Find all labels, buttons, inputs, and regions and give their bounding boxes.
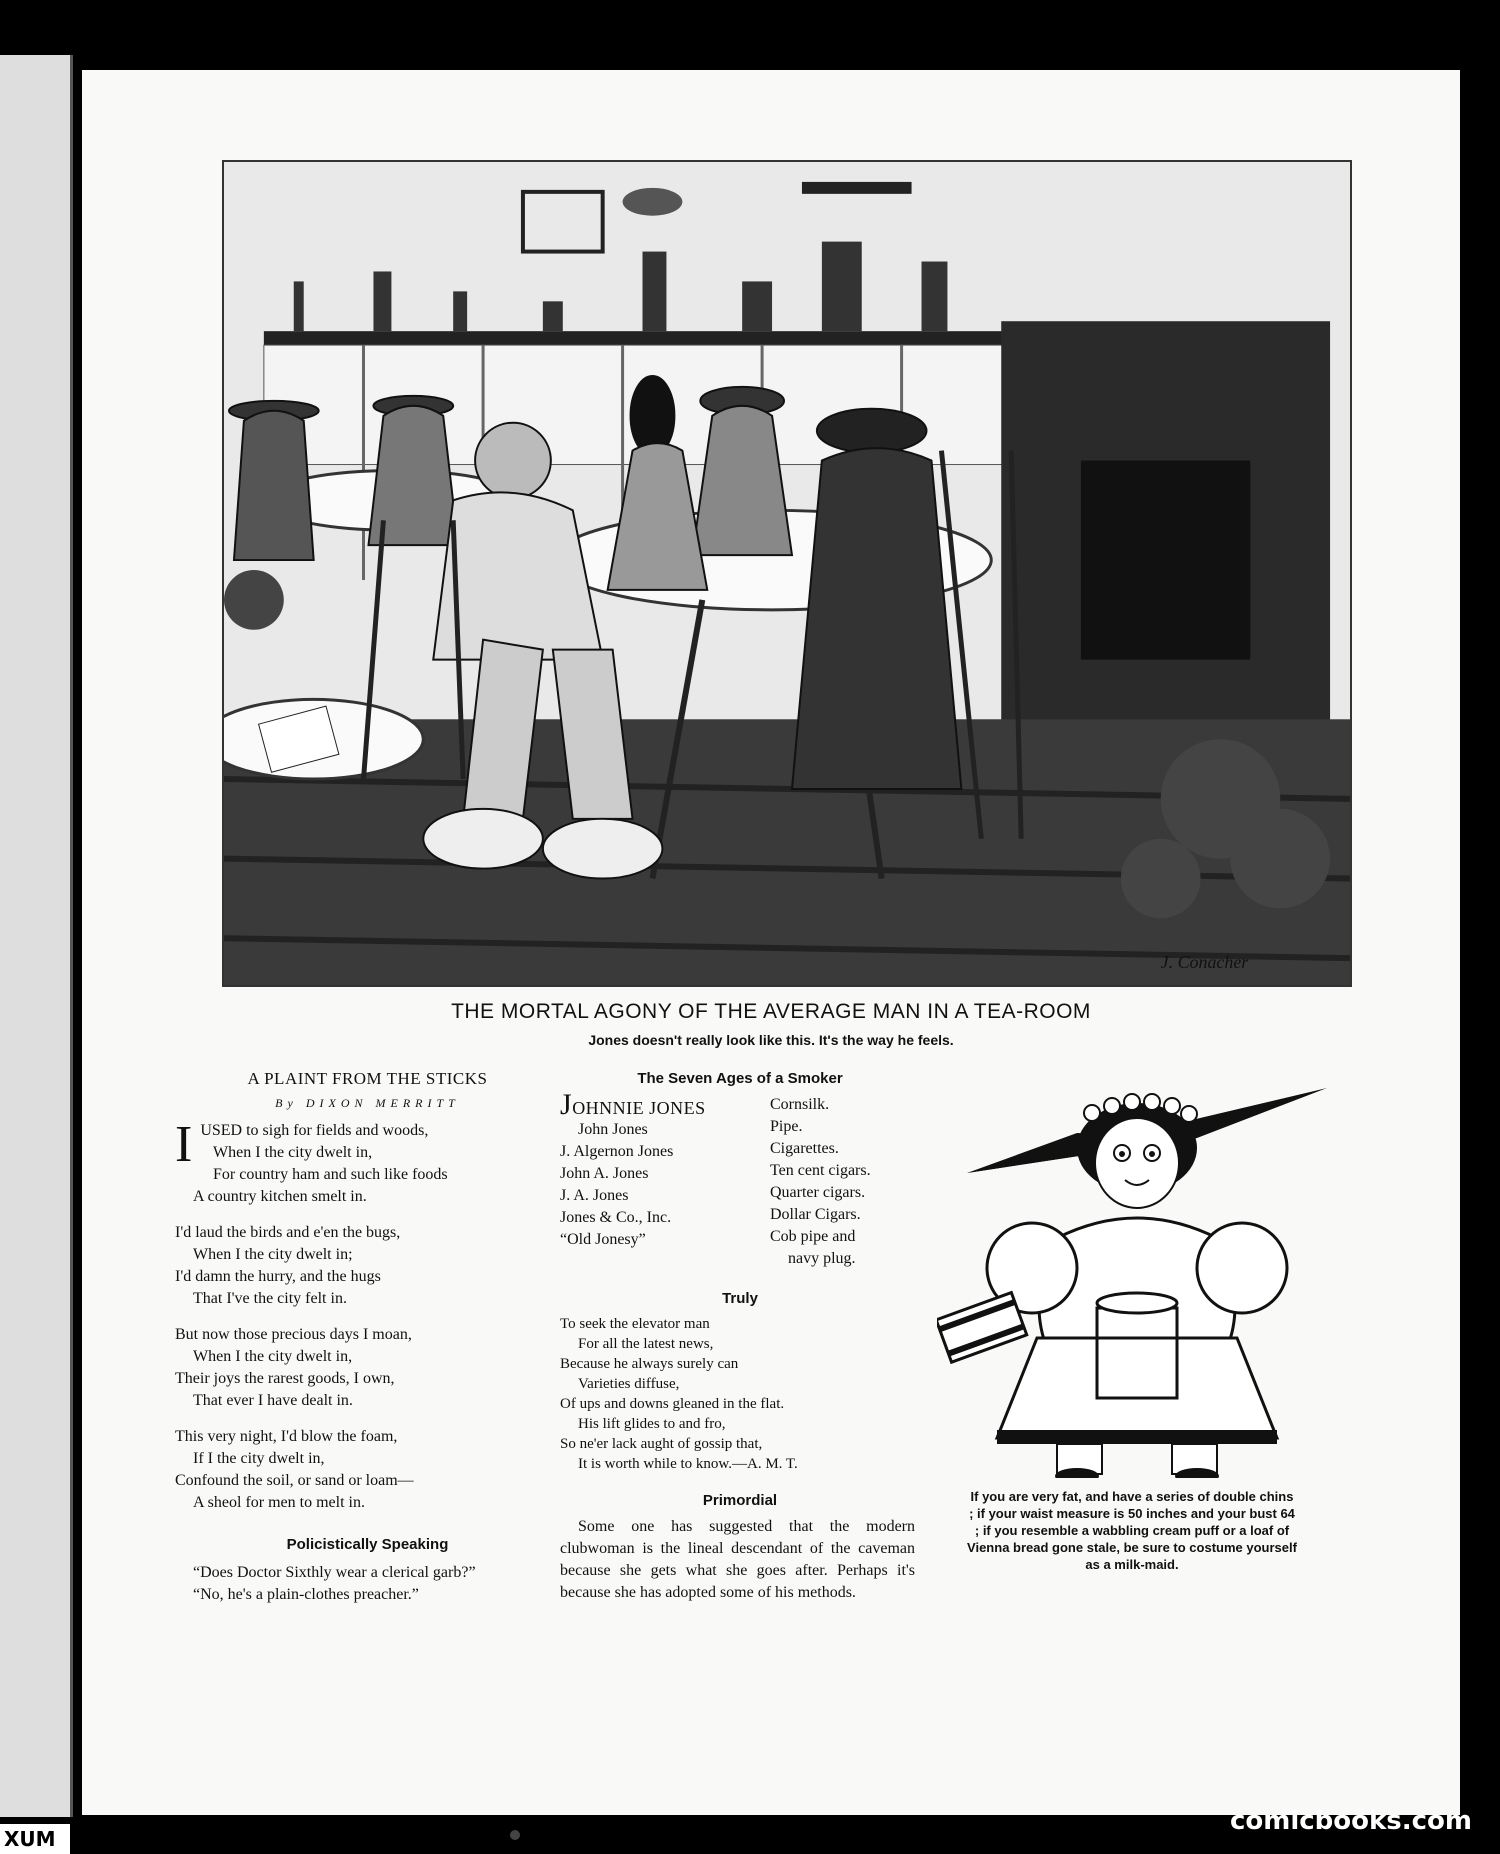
policistically-question: “Does Doctor Sixthly wear a clerical garb?”: [193, 1564, 476, 1581]
smoke-item: Cigarettes.: [770, 1140, 839, 1157]
seven-ages-items: [770, 1094, 900, 1270]
smoke-item: navy plug.: [788, 1250, 856, 1267]
poem-line: When I the city dwelt in,: [193, 1348, 353, 1365]
smoker-name: J. A. Jones: [560, 1187, 629, 1204]
plaint-stanza-1: [175, 1116, 560, 1208]
poem-line: To seek the elevator man: [560, 1316, 710, 1332]
drop-cap: J: [560, 1088, 573, 1121]
poem-line: So ne'er lack aught of gossip that,: [560, 1436, 763, 1452]
plaint-title: A PLAINT FROM THE STICKS: [247, 1069, 488, 1088]
watermark: comicbooks.com: [1229, 1806, 1472, 1836]
poem-line: His lift glides to and fro,: [578, 1416, 726, 1432]
poem-line: I'd damn the hurry, and the hugs: [175, 1268, 381, 1285]
primordial-text: Some one has suggested that the modern clubwoman is the lineal descendant of the caveman because she gets what she goes after. Perhaps it's because she has adopted some of his methods.: [560, 1518, 915, 1601]
poem-line: Varieties diffuse,: [578, 1376, 680, 1392]
poem-line: When I the city dwelt in,: [213, 1144, 373, 1161]
poem-line: If I the city dwelt in,: [193, 1450, 325, 1467]
magazine-page: [82, 70, 1460, 1815]
corner-tag: XUM: [0, 1824, 70, 1854]
facing-page-edge: [0, 55, 73, 1817]
poem-line: A sheol for men to melt in.: [193, 1494, 365, 1511]
plaint-stanza-2: [175, 1222, 560, 1310]
smoke-item: Cob pipe and: [770, 1228, 856, 1245]
smoke-item: Pipe.: [770, 1118, 803, 1135]
plaint-stanza-3: [175, 1324, 560, 1412]
primordial-title: Primordial: [702, 1492, 778, 1509]
tea-room-drawing: [224, 162, 1350, 985]
milkmaid-caption: If you are very fat, and have a series of double chins ; if your waist measure is 50 inches and your bust 64 ; if you resemble a wabbling cream puff or a loaf of Vienna bread gone stale, be sure to costume yourself as a milk-maid.: [967, 1489, 1297, 1572]
smoker-name: John A. Jones: [560, 1165, 649, 1182]
column-middle: [560, 1068, 920, 1604]
milkmaid-drawing: [937, 1078, 1357, 1478]
poem-line: But now those precious days I moan,: [175, 1326, 412, 1343]
binding-dot: [510, 1830, 520, 1840]
smoke-item: Dollar Cigars.: [770, 1206, 861, 1223]
smoker-name: John Jones: [578, 1121, 648, 1138]
plaint-stanza-4: [175, 1426, 560, 1514]
column-left: [175, 1068, 560, 1606]
drop-cap: I: [175, 1116, 193, 1173]
tea-room-illustration: [222, 160, 1352, 987]
seven-ages-table: [560, 1088, 920, 1270]
smoke-item: Quarter cigars.: [770, 1184, 866, 1201]
poem-line: For country ham and such like foods: [213, 1166, 448, 1183]
smoke-item: Cornsilk.: [770, 1096, 830, 1113]
smoker-name: J. Algernon Jones: [560, 1143, 674, 1160]
smoker-name: “Old Jonesy”: [560, 1231, 646, 1248]
poem-line: This very night, I'd blow the foam,: [175, 1428, 398, 1445]
poem-line: Their joys the rarest goods, I own,: [175, 1370, 395, 1387]
poem-line: When I the city dwelt in;: [193, 1246, 353, 1263]
smoker-name: Jones & Co., Inc.: [560, 1209, 672, 1226]
illustration-subtitle: Jones doesn't really look like this. It's the way he feels.: [588, 1032, 954, 1048]
illustration-title: THE MORTAL AGONY OF THE AVERAGE MAN IN A TEA-ROOM: [451, 1000, 1091, 1023]
poem-line: That ever I have dealt in.: [193, 1392, 353, 1409]
policistically-title: Policistically Speaking: [286, 1536, 449, 1553]
poem-line: USED to sigh for fields and woods,: [200, 1122, 429, 1139]
poem-line: Of ups and downs gleaned in the flat.: [560, 1396, 785, 1412]
seven-ages-title: The Seven Ages of a Smoker: [637, 1070, 843, 1087]
smoker-name-rest: OHNNIE JONES: [572, 1098, 706, 1118]
truly-title: Truly: [722, 1290, 758, 1307]
poem-line: It is worth while to know.—A. M. T.: [578, 1456, 798, 1472]
smoke-item: Ten cent cigars.: [770, 1162, 871, 1179]
smoker-name: [560, 1088, 760, 1121]
poem-line: For all the latest news,: [578, 1336, 714, 1352]
svg-text:J. Conacher: J. Conacher: [1160, 952, 1249, 973]
poem-line: Confound the soil, or sand or loam—: [175, 1472, 414, 1489]
truly-poem: [560, 1314, 920, 1474]
poem-line: I'd laud the birds and e'en the bugs,: [175, 1224, 401, 1241]
poem-line: A country kitchen smelt in.: [193, 1188, 367, 1205]
plaint-byline: By DIXON MERRITT: [275, 1096, 460, 1110]
poem-line: Because he always surely can: [560, 1356, 739, 1372]
poem-line: That I've the city felt in.: [193, 1290, 347, 1307]
seven-ages-names: [560, 1088, 760, 1270]
policistically-answer: “No, he's a plain-clothes preacher.”: [193, 1586, 419, 1603]
